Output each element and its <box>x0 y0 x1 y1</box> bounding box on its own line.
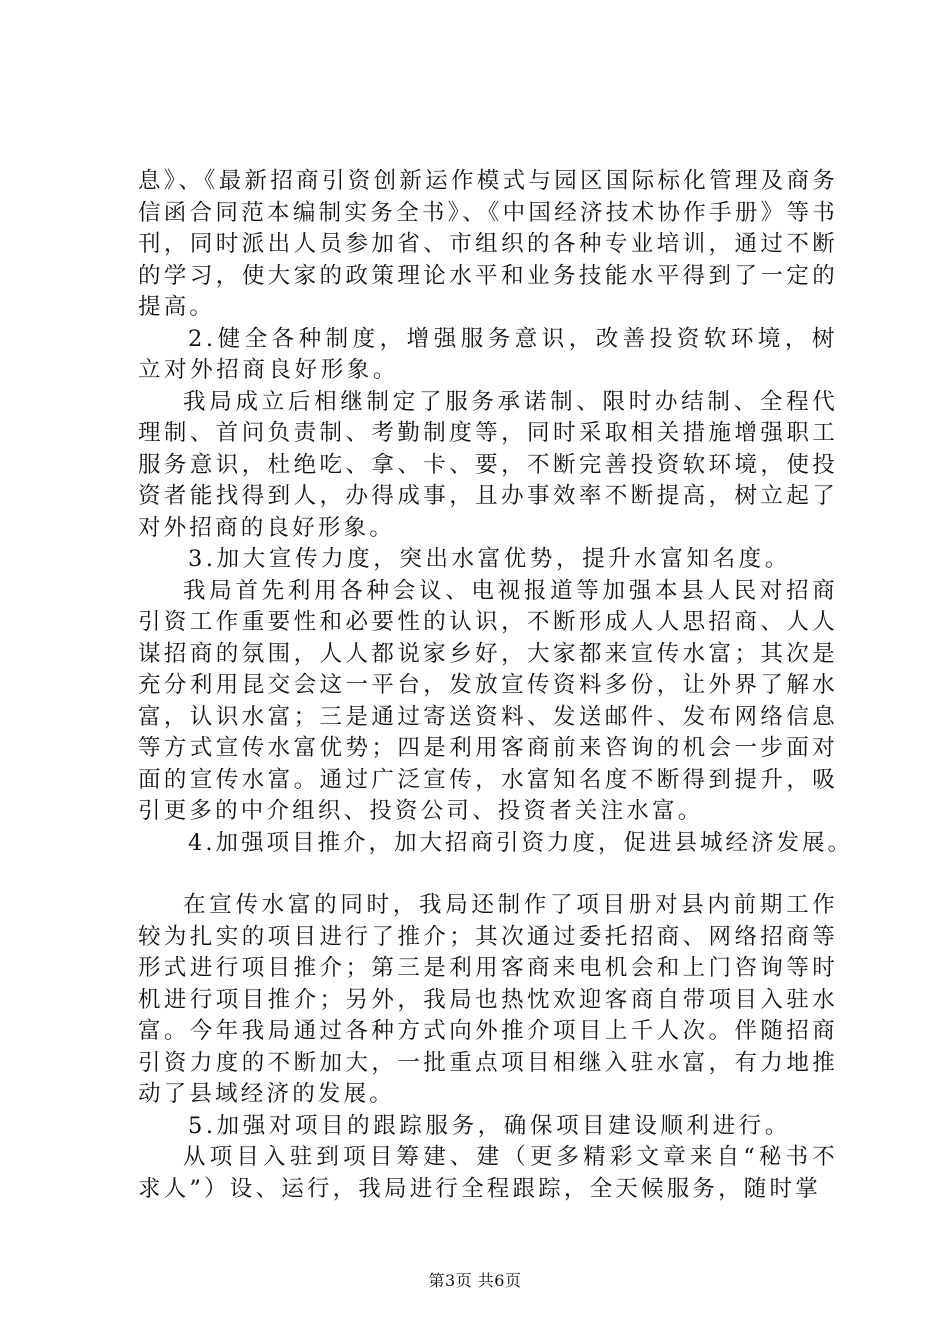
page-footer: 第3页 共6页 <box>428 1271 522 1290</box>
section-heading-4: 4.加强项目推介，加大招商引资力度，促进县城经济发展。 <box>188 829 853 856</box>
paragraph-continuation: 息》、《最新招商引资创新运作模式与园区国际标化管理及商务信函合同范本编制实务全书》、《中国经济技术协作手册》等书刊，同时派出人员参加省、市组织的各种专业培训，通过不断的学习，使大家的政策理论水平和业务技能水平得到了一定的提高。 <box>138 168 838 320</box>
section-heading-3: 3.加大宣传力度，突出水富优势，提升水富知名度。 <box>188 546 791 572</box>
paragraph-body: 我局成立后相继制定了服务承诺制、限时办结制、全程代理制、首问负责制、考勤制度等，同时采取相关措施增强职工服务意识，杜绝吃、拿、卡、要，不断完善投资软环境，使投资者能找得到人，办得成事，且办事效率不断提高，树立起了对外招商的良好形象。 <box>138 388 838 541</box>
paragraph-body: 在宣传水富的同时，我局还制作了项目册对县内前期工作较为扎实的项目进行了推介；其次通过委托招商、网络招商等形式进行项目推介；第三是利用客商来电机会和上门咨询等时机进行项目推介；另外，我局也热忱欢迎客商自带项目入驻水富。今年我局通过各种方式向外推介项目上千人次。伴随招商引资力度的不断加大，一批重点项目相继入驻水富，有力地推动了县域经济的发展。 <box>138 892 838 1107</box>
blank-line <box>138 859 838 890</box>
section-heading-5: 5.加强对项目的跟踪服务，确保项目建设顺利进行。 <box>188 1112 791 1139</box>
document-body <box>138 166 853 1205</box>
section-heading-2: 2.健全各种制度，增强服务意识，改善投资软环境，树立对外招商良好形象。 <box>138 325 838 383</box>
paragraph-body: 从项目入驻到项目筹建、建（更多精彩文章来自“秘书不求人”）设、运行，我局进行全程跟踪，全天候服务，随时掌 <box>138 1144 838 1202</box>
paragraph-body: 我局首先利用各种会议、电视报道等加强本县人民对招商引资工作重要性和必要性的认识，不断形成人人思招商、人人谋招商的氛围，人人都说家乡好，大家都来宣传水富；其次是充分利用昆交会这一平台，发放宣传资料多份，让外界了解水富，认识水富；三是通过寄送资料、发送邮件、发布网络信息等方式宣传水富优势；四是利用客商前来咨询的机会一步面对面的宣传水富。通过广泛宣传，水富知名度不断得到提升，吸引更多的中介组织、投资公司、投资者关注水富。 <box>138 577 838 824</box>
